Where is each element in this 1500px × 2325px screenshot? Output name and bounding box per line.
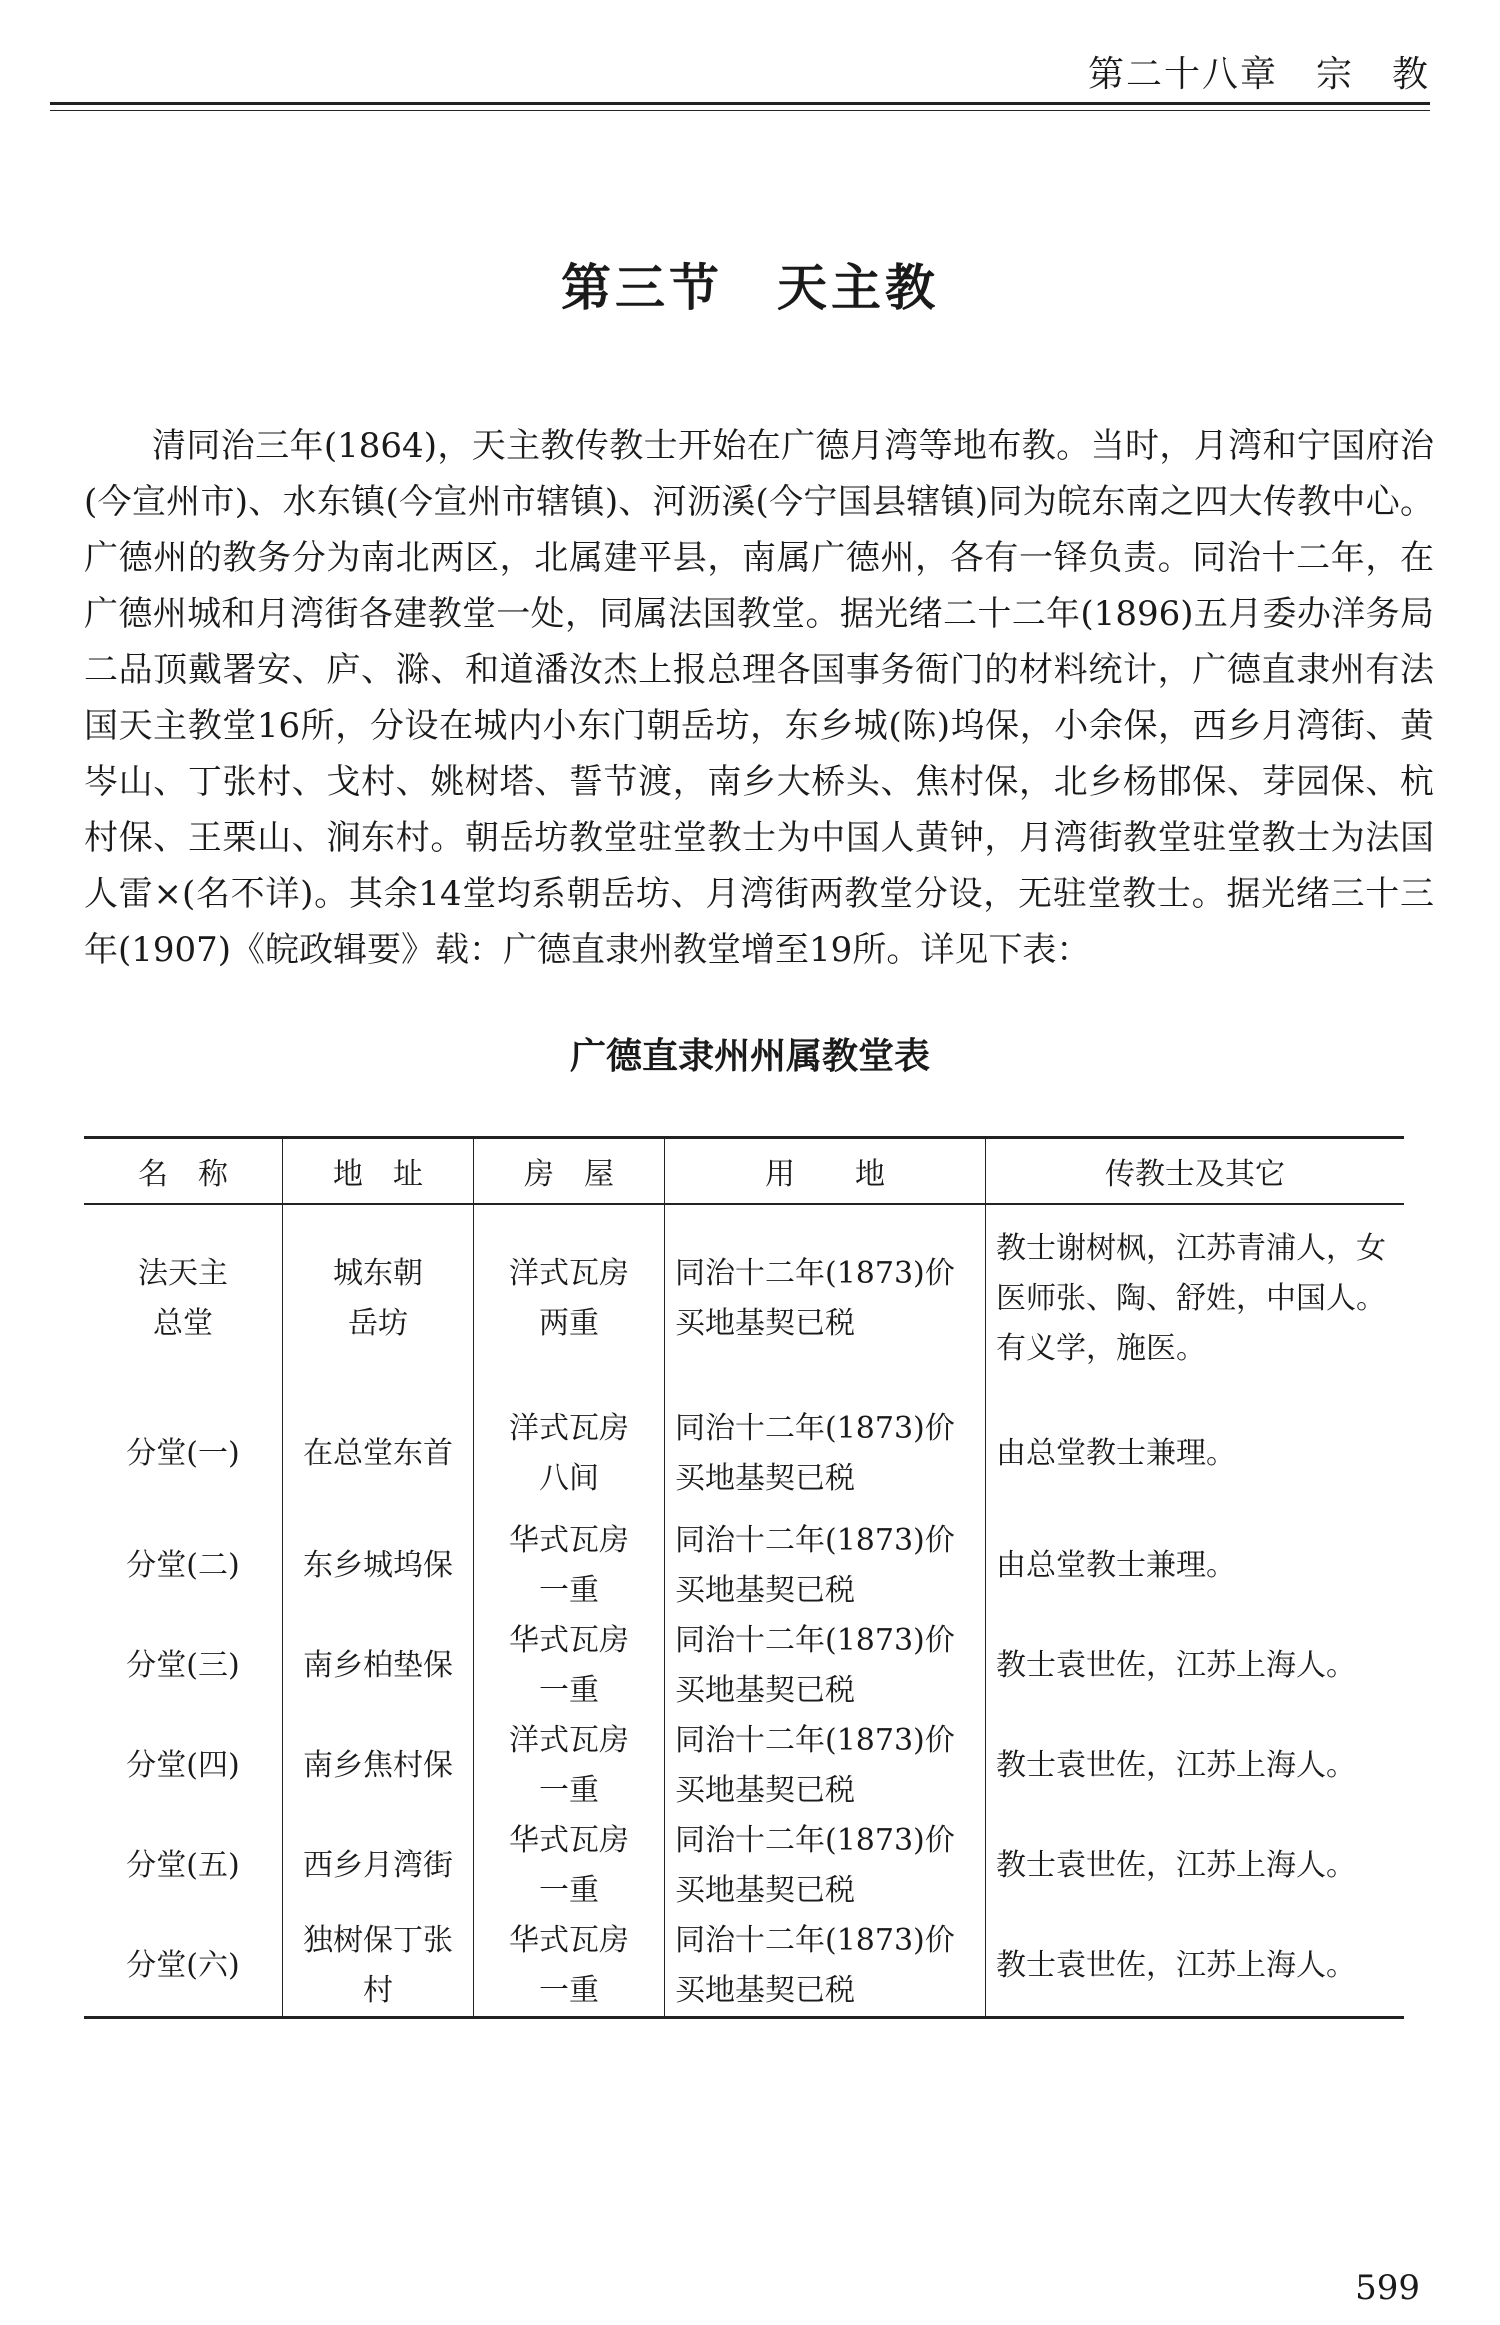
table-cell-notes: 教士袁世佐，江苏上海人。 [986,1816,1405,1916]
table-cell-building: 华式瓦房 一重 [474,1816,665,1916]
table-cell-land: 同治十二年(1873)价 买地基契已税 [665,1916,986,2018]
table-cell-building: 洋式瓦房 两重 [474,1204,665,1392]
header-rule [50,102,1430,105]
table-cell-address: 南乡焦村保 [283,1716,474,1816]
table-cell-name: 分堂(五) [126,1848,240,1883]
header-rule-thin [50,110,1430,111]
table-cell-name: 分堂(一) [126,1436,240,1471]
table-cell-land: 同治十二年(1873)价 买地基契已税 [665,1204,986,1392]
table-cell-building: 洋式瓦房 八间 [474,1392,665,1516]
table-cell-notes: 教士袁世佐，江苏上海人。 [986,1616,1405,1716]
column-header: 传教士及其它 [986,1138,1405,1205]
church-table [84,1136,1404,2019]
table-cell-notes: 教士袁世佐，江苏上海人。 [986,1716,1405,1816]
table-cell-name: 分堂(四) [126,1748,240,1783]
body-text [84,418,1434,978]
table-row [84,1916,1404,2018]
table-row [84,1516,1404,1616]
table-cell-address: 南乡柏垫保 [283,1616,474,1716]
table-cell-building: 洋式瓦房 一重 [474,1716,665,1816]
table-cell-name: 分堂(六) [84,1916,283,2018]
table-cell-address: 在总堂东首 [283,1392,474,1516]
table-cell-building: 华式瓦房 一重 [474,1616,665,1716]
table-cell-name: 分堂(三) [126,1648,240,1683]
table-cell-address: 东乡城坞保 [283,1516,474,1616]
table-cell-land: 同治十二年(1873)价 买地基契已税 [665,1616,986,1716]
table-cell-building: 华式瓦房 一重 [474,1916,665,2018]
page-number: 599 [1355,2268,1420,2308]
table-cell-building: 华式瓦房 一重 [474,1516,665,1616]
table-cell-notes: 由总堂教士兼理。 [986,1392,1405,1516]
table-header-row [84,1138,1404,1205]
running-header: 第二十八章 宗 教 [1087,54,1430,95]
column-header: 名 称 [84,1138,283,1205]
table-row [84,1204,1404,1392]
table-body [84,1204,1404,2018]
table-title: 广德直隶州州属教堂表 [569,1036,930,1077]
table-row [84,1816,1404,1916]
table-cell-name: 分堂(二) [126,1548,240,1583]
table-cell-name: 法天主 总堂 [138,1255,228,1341]
table-cell-land: 同治十二年(1873)价 买地基契已税 [665,1716,986,1816]
table-cell-notes: 教士袁世佐，江苏上海人。 [986,1916,1405,2018]
section-title: 第三节 天主教 [561,258,939,317]
table-cell-address: 西乡月湾街 [283,1816,474,1916]
table-cell-land: 同治十二年(1873)价 买地基契已税 [665,1392,986,1516]
column-header: 地 址 [283,1138,474,1205]
table-row [84,1716,1404,1816]
table-cell-land: 同治十二年(1873)价 买地基契已税 [665,1516,986,1616]
table-row [84,1392,1404,1516]
column-header: 用 地 [665,1138,986,1205]
table-cell-address: 城东朝 岳坊 [283,1204,474,1392]
table-cell-notes: 由总堂教士兼理。 [986,1516,1405,1616]
table-cell-notes: 教士谢树枫，江苏青浦人，女医师张、陶、舒姓，中国人。有义学，施医。 [986,1204,1405,1392]
table-cell-land: 同治十二年(1873)价 买地基契已税 [665,1816,986,1916]
table-row [84,1616,1404,1716]
body-paragraph: 清同治三年(1864)，天主教传教士开始在广德月湾等地布教。当时，月湾和宁国府治(今宣州市)、水东镇(今宣州市辖镇)、河沥溪(今宁国县辖镇)同为皖东南之四大传教中心。广德州的教务分为南北两区，北属建平县，南属广德州，各有一铎负责。同治十二年，在广德州城和月湾街各建教堂一处，同属法国教堂。据光绪二十二年(1896)五月委办洋务局二品顶戴署安、庐、滁、和道潘汝杰上报总理各国事务衙门的材料统计，广德直隶州有法国天主教堂16所，分设在城内小东门朝岳坊，东乡城(陈)坞保，小余保，西乡月湾街、黄岑山、丁张村、戈村、姚树塔、誓节渡，南乡大桥头、焦村保，北乡杨邯保、芽园保、杭村保、王栗山、涧东村。朝岳坊教堂驻堂教士为中国人黄钟，月湾街教堂驻堂教士为法国人雷×(名不详)。其余14堂均系朝岳坊、月湾街两教堂分设，无驻堂教士。据光绪三十三年(1907)《皖政辑要》载：广德直隶州教堂增至19所。详见下表： [84,426,1434,970]
table-cell-address: 独树保丁张村 [283,1916,474,2018]
column-header: 房 屋 [474,1138,665,1205]
